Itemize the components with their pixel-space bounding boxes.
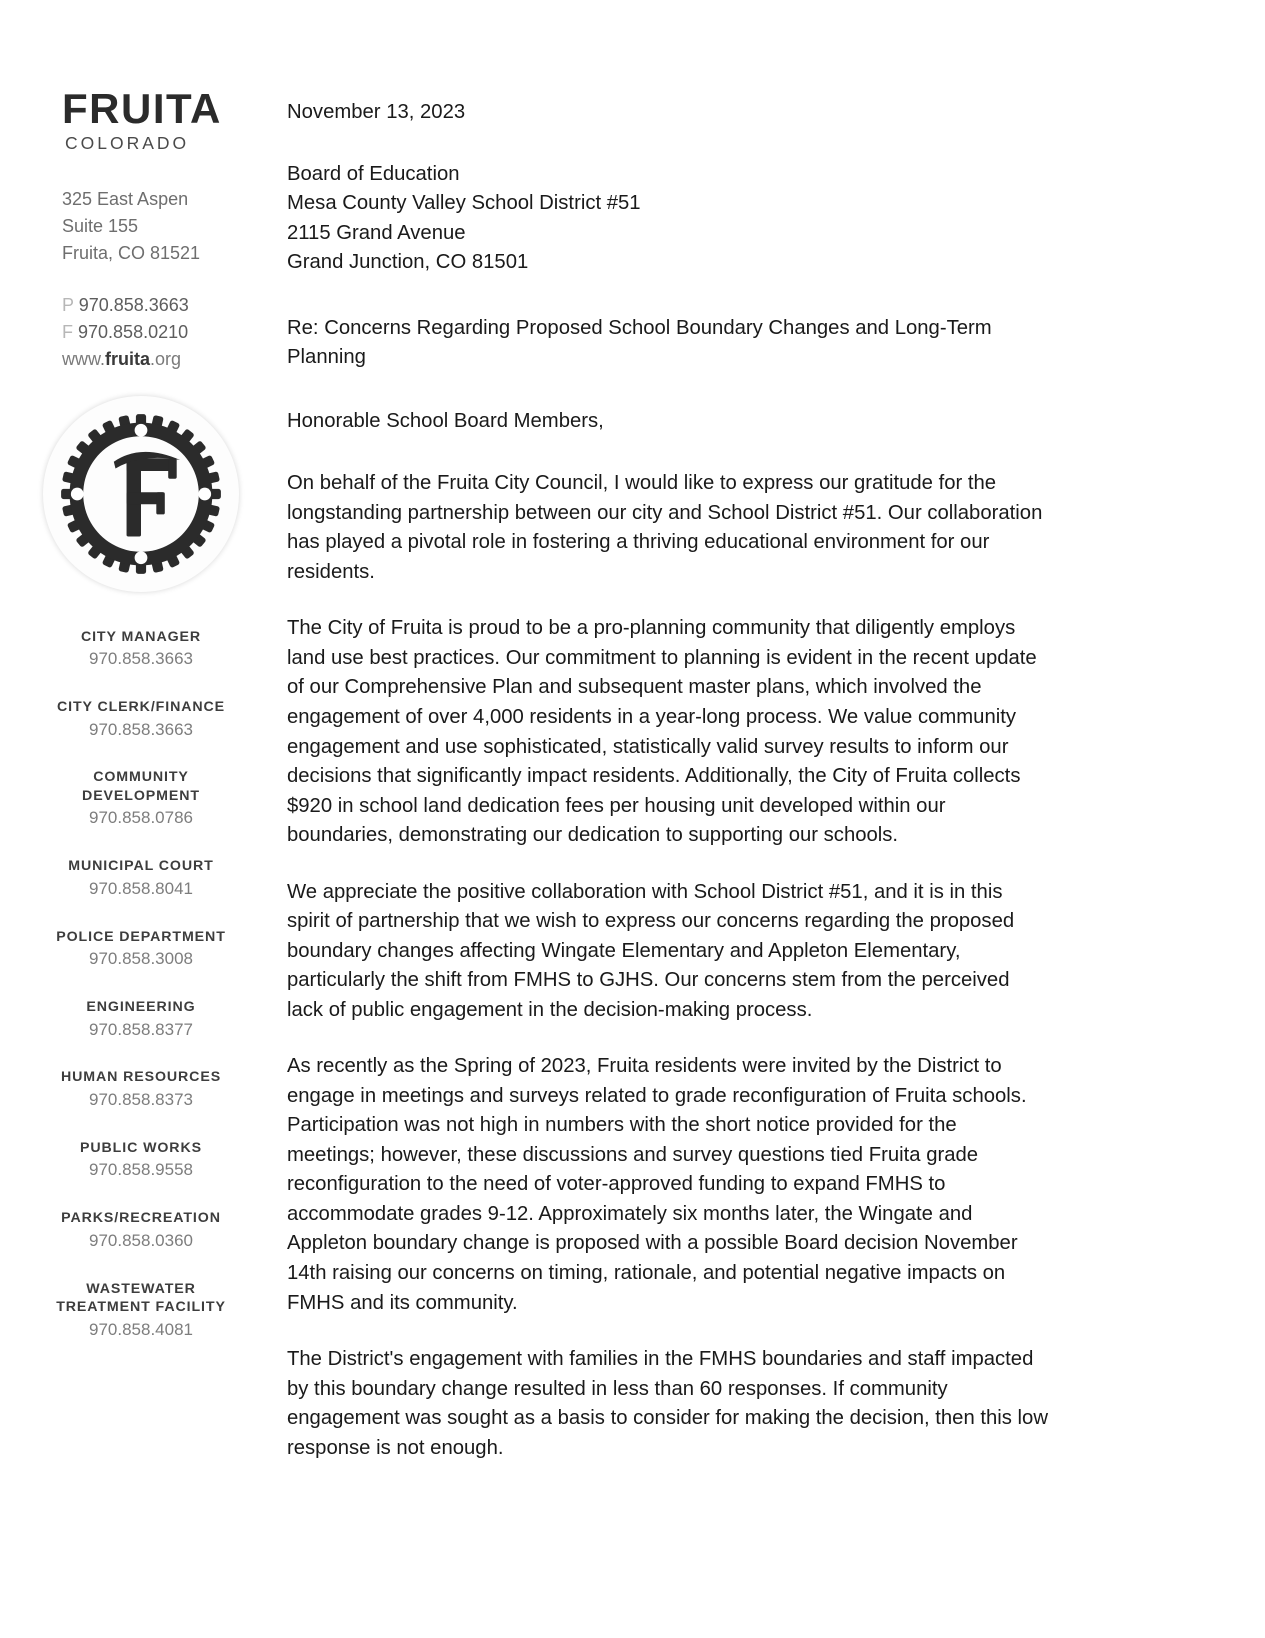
contact-info [18, 292, 264, 374]
fax-number: 970.858.0210 [78, 321, 189, 342]
address-line: Suite 155 [62, 215, 139, 236]
department-entry [18, 768, 264, 830]
department-directory [18, 628, 264, 1342]
recipient-line: Mesa County Valley School District #51 [287, 192, 641, 215]
salutation: Honorable School Board Members, [287, 409, 604, 432]
department-phone: 970.858.4081 [89, 1319, 193, 1339]
address-line: Fruita, CO 81521 [62, 243, 201, 264]
department-phone: 970.858.8373 [89, 1089, 193, 1109]
department-entry [18, 998, 264, 1041]
recipient-address [287, 160, 1049, 278]
department-phone: 970.858.3663 [89, 719, 193, 739]
chainring-f-logo-icon [56, 409, 226, 579]
body-paragraph: The District's engagement with families in the FMHS boundaries and staff impacted by this boundary change resulted in less than 60 responses. If community engagement was sought as a basis to consider for making the decision, then this low response is not enough. [287, 1348, 1048, 1459]
department-name: COMMUNITY DEVELOPMENT [82, 769, 200, 804]
department-name: CITY MANAGER [80, 628, 202, 645]
recipient-line: Grand Junction, CO 81501 [287, 251, 529, 274]
letter-body [287, 98, 1049, 1490]
department-name: ENGINEERING [86, 999, 196, 1016]
recipient-line: 2115 Grand Avenue [287, 221, 466, 244]
fax-prefix-label: F [62, 321, 73, 342]
website-line[interactable] [62, 346, 264, 373]
department-phone: 970.858.0360 [89, 1230, 193, 1250]
letterhead-sidebar [18, 85, 264, 1368]
department-name: MUNICIPAL COURT [68, 858, 214, 875]
department-phone: 970.858.8377 [89, 1019, 193, 1039]
department-entry [18, 928, 264, 971]
letter-date: November 13, 2023 [287, 101, 466, 123]
department-entry [18, 628, 264, 671]
phone-line [62, 292, 264, 319]
department-name: WASTEWATER TREATMENT FACILITY [56, 1280, 226, 1316]
department-phone: 970.858.8041 [89, 878, 193, 898]
body-paragraph: The City of Fruita is proud to be a pro-planning community that diligently employs land use best practices. Our commitment to planning is evident in the recent update of our Comprehensive Plan and subsequent master plans, which involved the engagement of over 4,000 residents in a year-long process. We value community engagement and use sophisticated, statistically valid survey results to inform our decisions that significantly impact residents. Additionally, the City of Fruita collects $920 in school land dedication fees per housing unit developed within our boundaries, demonstrating our dedication to supporting our schools. [287, 617, 1037, 847]
body-paragraph: On behalf of the Fruita City Council, I would like to express our gratitude for the longstanding partnership between our city and School District #51. Our collaboration has played a pivotal role in fostering a thriving educational environment for our residents. [287, 472, 1043, 583]
department-entry [18, 857, 264, 900]
department-name: PARKS/RECREATION [61, 1210, 221, 1227]
department-entry [18, 698, 264, 741]
body-paragraph: As recently as the Spring of 2023, Fruita residents were invited by the District to engage in meetings and surveys related to grade reconfiguration of Fruita schools. Participation was not high in numbers with the short notice provided for the meetings; however, these discussions and survey questions tied Fruita grade reconfiguration to the need of voter-approved funding to expand FMHS to accommodate grades 9-12. Approximately six months later, the Wingate and Appleton boundary change is proposed with a possible Board decision November 14th raising our concerns on timing, rationale, and potential negative impacts on FMHS and its community. [287, 1055, 1027, 1314]
body-paragraph: We appreciate the positive collaboration with School District #51, and it is in this spirit of partnership that we wish to express our concerns regarding the proposed boundary changes affecting Wingate Elementary and Appleton Elementary, particularly the shift from FMHS to GJHS. Our concerns stem from the perceived lack of public engagement in the decision-making process. [287, 880, 1015, 1021]
phone-prefix-label: P [62, 294, 74, 315]
department-entry [18, 1139, 264, 1182]
brand-name: FRUITA [62, 85, 222, 132]
brand-subtitle: COLORADO [65, 133, 190, 153]
department-name: POLICE DEPARTMENT [56, 928, 226, 945]
department-phone: 970.858.0786 [89, 808, 193, 828]
department-entry [18, 1209, 264, 1252]
department-phone: 970.858.3008 [89, 949, 193, 969]
brand-lockup [18, 85, 264, 153]
fax-line [62, 319, 264, 346]
address-line: 325 East Aspen [62, 188, 189, 209]
logo-container [18, 396, 264, 592]
department-entry [18, 1068, 264, 1111]
city-seal-disc [43, 396, 239, 592]
department-entry [18, 1280, 264, 1342]
department-name: CITY CLERK/FINANCE [56, 699, 226, 716]
phone-number: 970.858.3663 [78, 294, 189, 315]
website-tld: .org [150, 349, 182, 370]
recipient-line: Board of Education [287, 162, 460, 185]
office-address [18, 186, 264, 268]
department-name: PUBLIC WORKS [80, 1139, 202, 1156]
website-domain: fruita [105, 349, 151, 370]
website-prefix: www. [62, 349, 106, 370]
department-phone: 970.858.3663 [89, 649, 193, 669]
subject-line: Re: Concerns Regarding Proposed School Boundary Changes and Long-Term Planning [287, 316, 992, 369]
department-phone: 970.858.9558 [89, 1160, 193, 1180]
department-name: HUMAN RESOURCES [60, 1069, 222, 1086]
